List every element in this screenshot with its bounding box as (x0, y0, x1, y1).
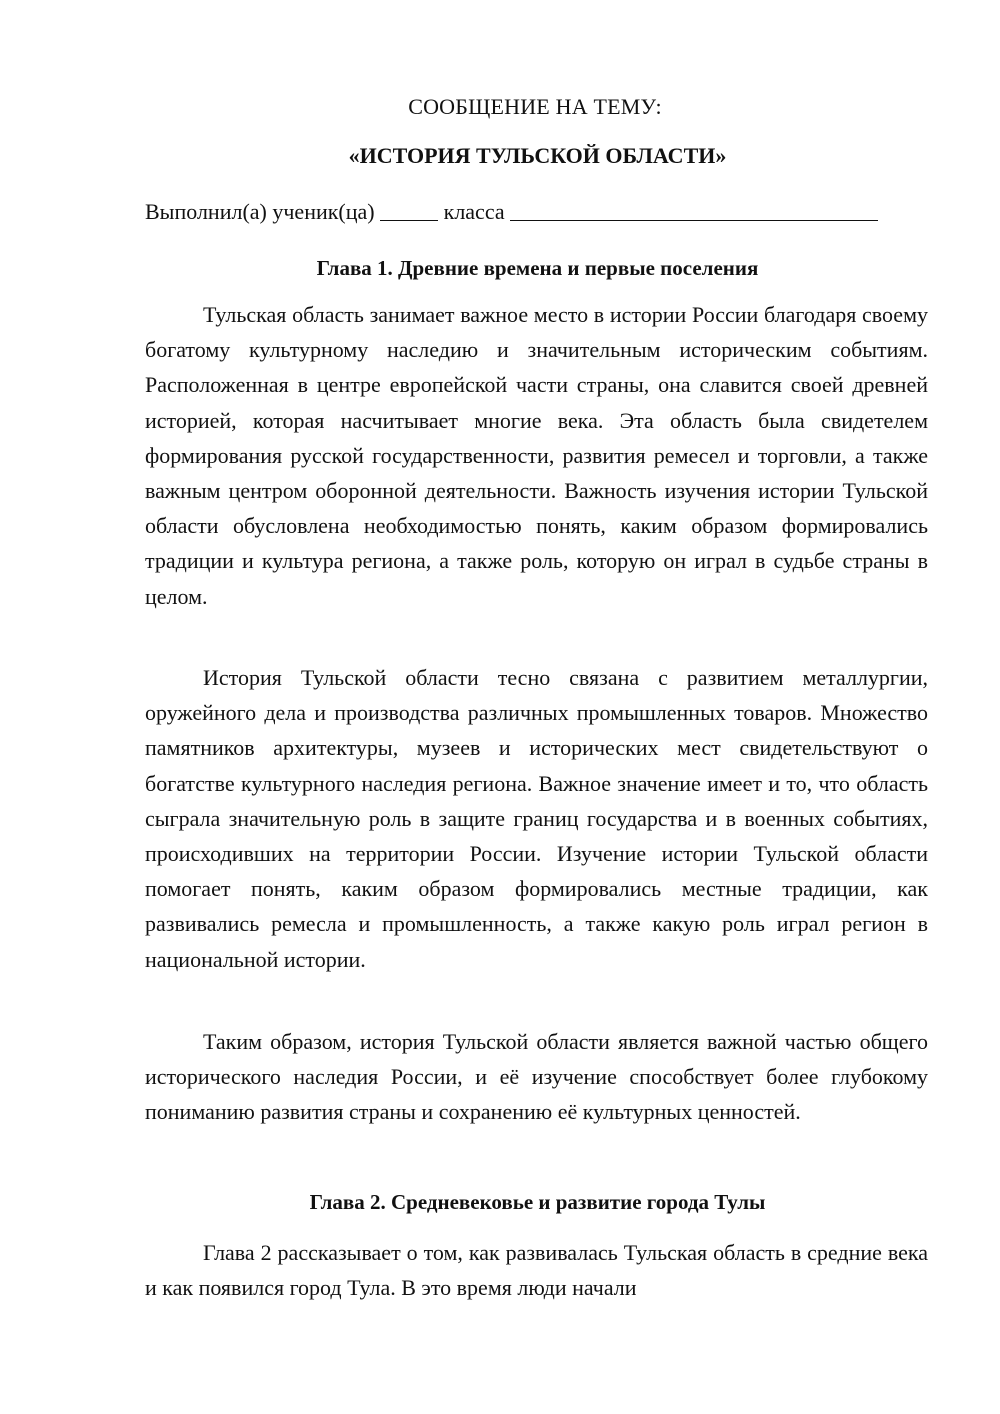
grade-blank (380, 200, 438, 221)
document-title-line2: «ИСТОРИЯ ТУЛЬСКОЙ ОБЛАСТИ» (348, 143, 727, 168)
chapter2-paragraph-1: Глава 2 рассказывает о том, как развивалась Тульская область в средние века и как появился город Тула. В это время люди начали (145, 1240, 928, 1301)
author-line (145, 198, 935, 225)
chapter1-paragraph-1: Тульская область занимает важное место в истории России благодаря своему богатому культурному наследию и значительным историческим событиям. Расположенная в центре европейской части страны, она славится своей древней историей, которая насчитывает многие века. Эта область была свидетелем формирования русской государственности, развития ремесел и торговли, а также важным центром оборонной деятельности. Важность изучения истории Тульской области обусловлена необходимостью понять, каким образом формировались традиции и культура региона, а также роль, которую он играл в судьбе страны в целом. (145, 302, 928, 609)
chapter1-paragraph-2: История Тульской области тесно связана с развитием металлургии, оружейного дела и производства различных промышленных товаров. Множество памятников архитектуры, музеев и исторических мест свидетельствуют о богатстве культурного наследия региона. Важное значение имеет и то, что область сыграла значительную роль в защите границ государства и в военных событиях, происходивших на территории России. Изучение истории Тульской области помогает понять, каким образом формировались местные традиции, как развивались ремесла и промышленность, а также какую роль играл регион в национальной истории. (145, 665, 928, 972)
chapter2-heading: Глава 2. Средневековье и развитие города Тулы (309, 1190, 766, 1214)
chapter1-paragraph-3: Таким образом, история Тульской области является важной частью общего исторического наследия России, и её изучение способствует более глубокому пониманию развития страны и сохранению её культурных ценностей. (145, 1029, 928, 1125)
chapter1-heading: Глава 1. Древние времена и первые поселения (316, 256, 759, 280)
author-prefix: Выполнил(а) ученик(ца) (145, 199, 375, 224)
author-middle: класса (443, 199, 505, 224)
name-blank (510, 200, 878, 221)
document-title-line1: СООБЩЕНИЕ НА ТЕМУ: (408, 94, 662, 119)
